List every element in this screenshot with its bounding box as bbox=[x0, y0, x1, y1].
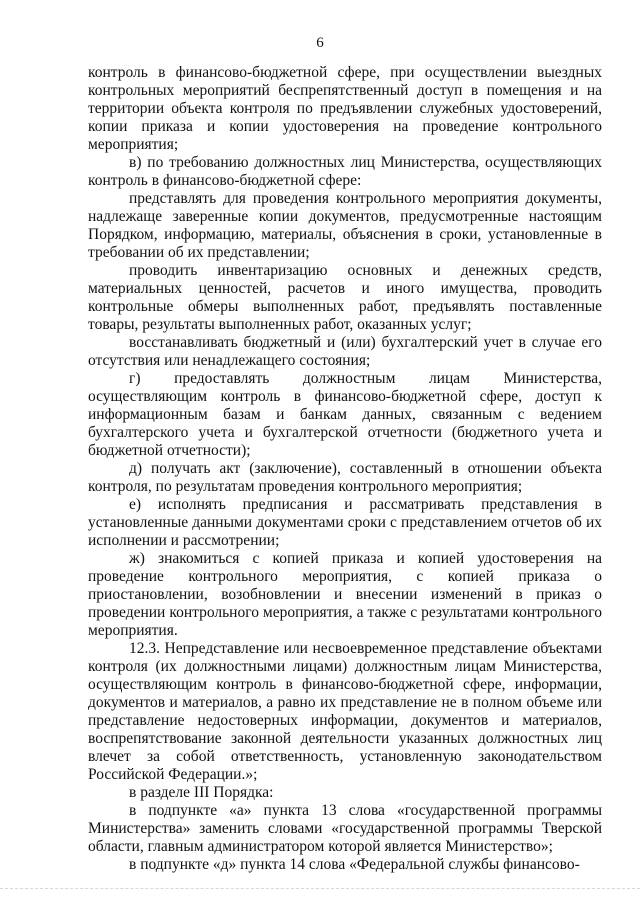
paragraph: д) получать акт (заключение), составленный в отношении объекта контроля, по результатам проведения контрольного мероприятия; bbox=[88, 460, 602, 495]
paragraph: проводить инвентаризацию основных и денежных средств, материальных ценностей, расчетов и иного имущества, проводить контрольные обмеры выполненных работ, предъявлять поставленные товары, результаты выполненных работ, оказанных услуг; bbox=[88, 262, 602, 333]
scan-edge-divider bbox=[0, 888, 640, 890]
paragraph: представлять для проведения контрольного мероприятия документы, надлежаще заверенные копии документов, предусмотренные настоящим Порядком, информацию, материалы, объяснения в сроки, установленные в требовании об их представлении; bbox=[88, 190, 602, 261]
page-number: 6 bbox=[316, 35, 324, 51]
paragraph: контроль в финансово-бюджетной сфере, при осуществлении выездных контрольных мероприятий беспрепятственный доступ в помещения и на территории объекта контроля по предъявлении служебных удостоверений, копии приказа и копии удостоверения на проведение контрольного мероприятия; bbox=[88, 64, 602, 153]
paragraph: в подпункте «д» пункта 14 слова «Федеральной службы финансово- bbox=[129, 856, 580, 873]
paragraph: е) исполнять предписания и рассматривать представления в установленные данными документами сроки с представлением отчетов об их исполнении и рассмотрении; bbox=[88, 496, 602, 549]
paragraph: в подпункте «а» пункта 13 слова «государственной программы Министерства» заменить словами «государственной программы Тверской области, главным администратором которой является Министерство»; bbox=[88, 802, 602, 855]
paragraph: в разделе III Порядка: bbox=[129, 784, 274, 801]
document-body bbox=[88, 64, 602, 874]
paragraph: 12.3. Непредставление или несвоевременное представление объектами контроля (их должностными лицами) должностным лицам Министерства, осуществляющим контроль в финансово-бюджетной сфере, информации, документов и материалов, а равно их представление не в полном объеме или представление недостоверных информации, документов и материалов, воспрепятствование законной деятельности указанных должностных лиц влечет за собой ответственность, установленную законодательством Российской Федерации.»; bbox=[88, 640, 602, 783]
paragraph: в) по требованию должностных лиц Министерства, осуществляющих контроль в финансово-бюджетной сфере: bbox=[88, 154, 602, 189]
paragraph: г) предоставлять должностным лицам Министерства, осуществляющим контроль в финансово-бюджетной сфере, доступ к информационным базам и банкам данных, связанным с ведением бухгалтерского учета и бухгалтерской отчетности (бюджетного учета и бюджетной отчетности); bbox=[88, 370, 602, 459]
paragraph: ж) знакомиться с копией приказа и копией удостоверения на проведение контрольного мероприятия, с копией приказа о приостановлении, возобновлении и внесении изменений в приказ о проведении контрольного мероприятия, а также с результатами контрольного мероприятия. bbox=[88, 550, 602, 639]
paragraph: восстанавливать бюджетный и (или) бухгалтерский учет в случае его отсутствия или ненадлежащего состояния; bbox=[88, 334, 602, 369]
